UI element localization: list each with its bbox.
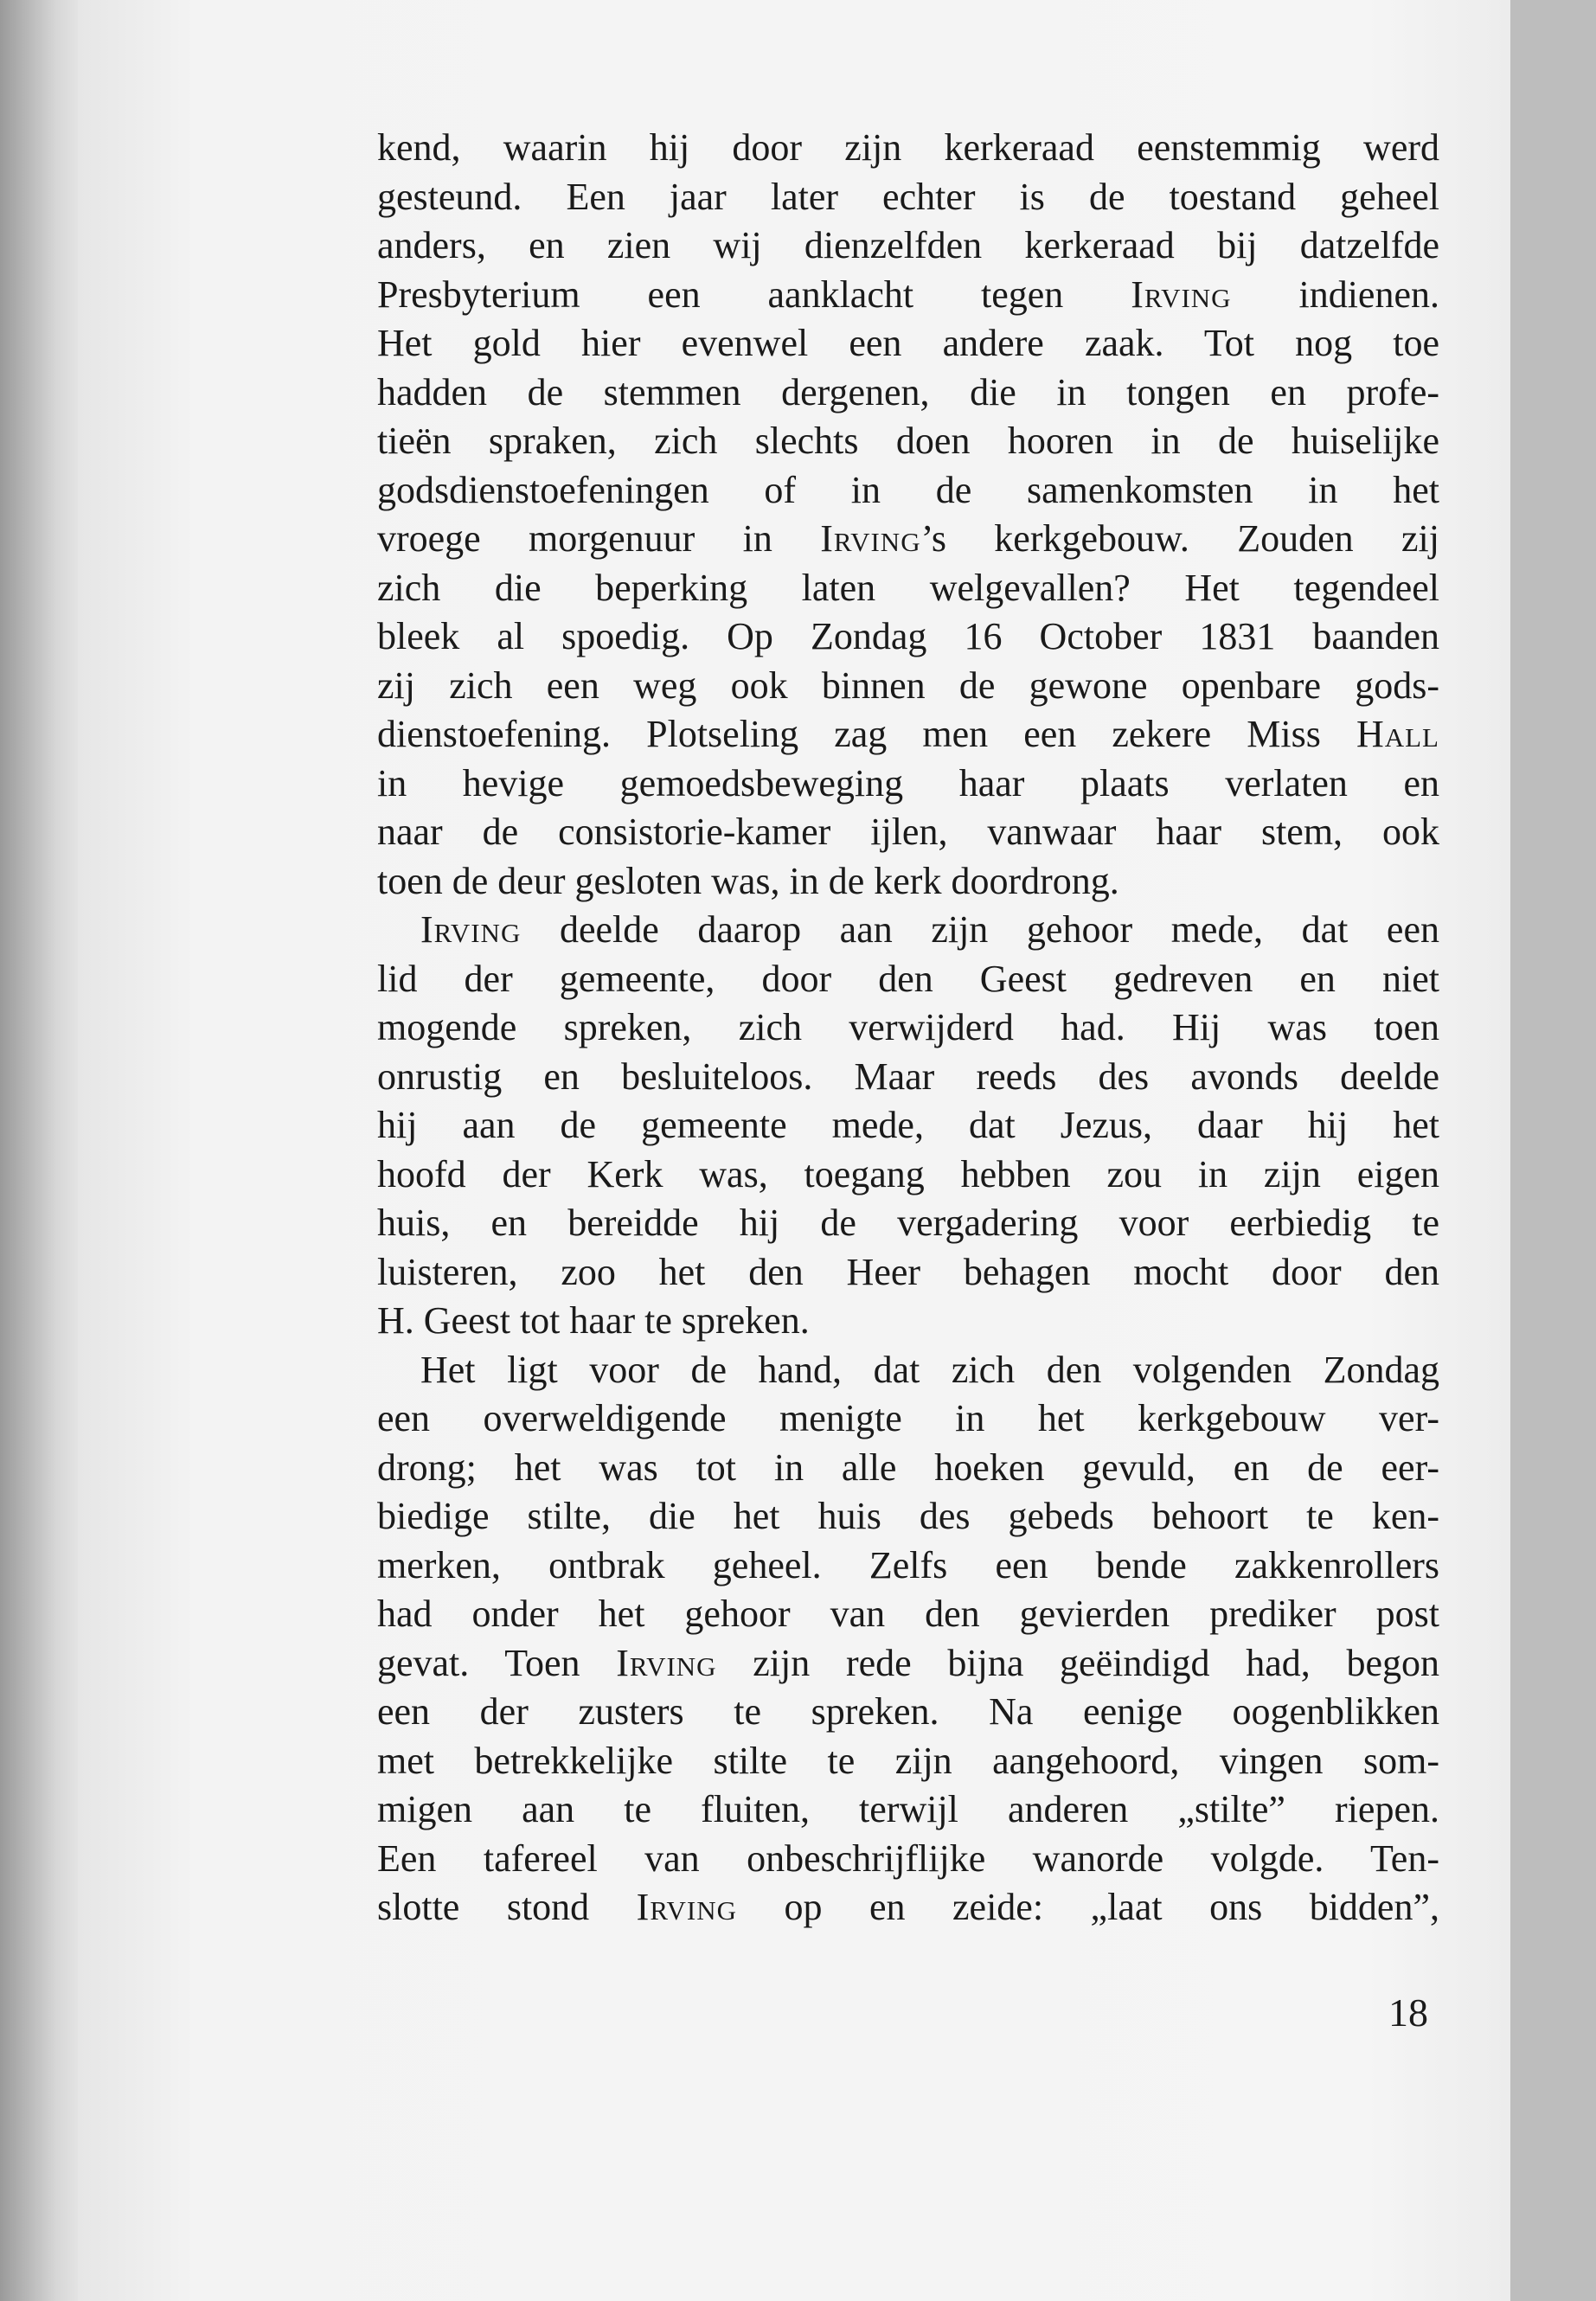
text-line bbox=[377, 1444, 1439, 1493]
text-segment: gevat. Toen bbox=[377, 1641, 617, 1684]
text-line bbox=[377, 857, 1439, 907]
text-segment: in hevige gemoedsbeweging haar plaats verlaten en bbox=[377, 761, 1439, 804]
text-segment: merken, ontbrak geheel. Zelfs een bende zakkenrollers bbox=[377, 1543, 1439, 1586]
text-segment: H. Geest tot haar te spreken. bbox=[377, 1299, 810, 1342]
text-segment: lid der gemeente, door den Geest gedreven en niet bbox=[377, 957, 1439, 1000]
text-segment: Een tafereel van onbeschrijflijke wanorde volgde. Ten- bbox=[377, 1836, 1439, 1880]
small-caps-name: Irving bbox=[616, 1641, 717, 1684]
text-segment: mogende spreken, zich verwijderd had. Hij was toen bbox=[377, 1006, 1439, 1048]
text-line bbox=[377, 221, 1439, 271]
text-line bbox=[377, 1737, 1439, 1786]
text-segment: Presbyterium een aanklacht tegen bbox=[377, 272, 1131, 316]
text-segment: indienen. bbox=[1231, 272, 1439, 316]
text-line bbox=[377, 808, 1439, 857]
text-line bbox=[377, 1492, 1439, 1541]
text-segment: vroege morgenuur in bbox=[377, 517, 821, 560]
text-segment: een overweldigende menigte in het kerkgebouw ver- bbox=[377, 1397, 1439, 1439]
text-segment: ’s kerkgebouw. Zouden zij bbox=[920, 517, 1439, 560]
small-caps-name: Irving bbox=[1131, 272, 1232, 316]
text-line bbox=[377, 1199, 1439, 1248]
text-segment: drong; het was tot in alle hoeken gevuld, en de eer- bbox=[377, 1445, 1439, 1489]
text-line bbox=[377, 417, 1439, 466]
text-line bbox=[377, 1248, 1439, 1298]
text-line bbox=[377, 1053, 1439, 1102]
text-line bbox=[377, 1003, 1439, 1053]
text-segment: met betrekkelijke stilte te zijn aangehoord, vingen som- bbox=[377, 1739, 1439, 1782]
text-segment: anders, en zien wij dienzelfden kerkeraad bij datzelfde bbox=[377, 224, 1439, 266]
page-number: 18 bbox=[1388, 1990, 1428, 2035]
text-segment: huis, en bereidde hij de vergadering voor eerbiedig te bbox=[377, 1202, 1439, 1244]
text-line bbox=[377, 319, 1439, 369]
text-segment: op en zeide: „laat ons bidden”, bbox=[737, 1886, 1439, 1928]
text-line bbox=[377, 466, 1439, 516]
text-line bbox=[377, 955, 1439, 1004]
text-segment: Het ligt voor de hand, dat zich den volgenden Zondag bbox=[420, 1348, 1439, 1391]
text-line bbox=[377, 1346, 1439, 1395]
text-segment: zijn rede bijna geëindigd had, begon bbox=[716, 1641, 1440, 1684]
text-line bbox=[377, 1688, 1439, 1737]
small-caps-name: Irving bbox=[420, 908, 522, 951]
text-line bbox=[377, 1883, 1439, 1932]
text-segment: hoofd der Kerk was, toegang hebben zou in zijn eigen bbox=[377, 1152, 1439, 1195]
text-segment: naar de consistorie-kamer ijlen, vanwaar haar stem, ook bbox=[377, 811, 1439, 853]
text-line bbox=[377, 760, 1439, 809]
text-line bbox=[377, 1590, 1439, 1639]
text-segment: zich die beperking laten welgevallen? Het tegendeel bbox=[377, 566, 1439, 609]
scan-left-edge bbox=[0, 0, 80, 2301]
text-line bbox=[377, 1785, 1439, 1835]
text-line bbox=[377, 1835, 1439, 1884]
text-line bbox=[377, 369, 1439, 418]
text-segment: luisteren, zoo het den Heer behagen mocht door den bbox=[377, 1250, 1439, 1293]
text-line bbox=[377, 1297, 1439, 1346]
text-line bbox=[377, 710, 1439, 760]
text-line bbox=[377, 271, 1439, 320]
text-segment: bleek al spoedig. Op Zondag 16 October 1831 baanden bbox=[377, 615, 1439, 657]
text-line bbox=[377, 1101, 1439, 1150]
text-segment: migen aan te fluiten, terwijl anderen „stilte” riepen. bbox=[377, 1788, 1439, 1830]
text-segment: had onder het gehoor van den gevierden prediker post bbox=[377, 1593, 1439, 1635]
text-segment: onrustig en besluiteloos. Maar reeds des avonds deelde bbox=[377, 1054, 1439, 1098]
body-text bbox=[377, 124, 1439, 1932]
text-segment: godsdienstoefeningen of in de samenkomsten in het bbox=[377, 468, 1439, 511]
text-line bbox=[377, 662, 1439, 711]
text-line bbox=[377, 1541, 1439, 1591]
text-segment: zij zich een weg ook binnen de gewone openbare gods- bbox=[377, 663, 1439, 707]
text-line bbox=[377, 1639, 1439, 1689]
text-line bbox=[377, 173, 1439, 222]
text-line bbox=[377, 124, 1439, 173]
text-line bbox=[377, 564, 1439, 613]
text-line bbox=[377, 612, 1439, 662]
text-segment: biedige stilte, die het huis des gebeds behoort te ken- bbox=[377, 1495, 1439, 1537]
text-segment: deelde daarop aan zijn gehoor mede, dat een bbox=[521, 908, 1439, 951]
text-line bbox=[377, 906, 1439, 955]
text-segment: hij aan de gemeente mede, dat Jezus, daar hij het bbox=[377, 1104, 1439, 1146]
text-segment: toen de deur gesloten was, in de kerk doordrong. bbox=[377, 859, 1119, 902]
text-segment: Het gold hier evenwel een andere zaak. Tot nog toe bbox=[377, 322, 1439, 364]
small-caps-name: Irving bbox=[820, 517, 921, 560]
small-caps-name: Hall bbox=[1356, 713, 1439, 755]
text-segment: dienstoefening. Plotseling zag men een zekere Miss bbox=[377, 713, 1356, 755]
text-segment: slotte stond bbox=[377, 1886, 637, 1928]
small-caps-name: Irving bbox=[636, 1886, 738, 1928]
text-segment: gesteund. Een jaar later echter is de toestand geheel bbox=[377, 175, 1439, 218]
text-segment: een der zusters te spreken. Na eenige oogenblikken bbox=[377, 1690, 1439, 1733]
text-segment: kend, waarin hij door zijn kerkeraad eenstemmig werd bbox=[377, 126, 1439, 169]
text-line bbox=[377, 515, 1439, 564]
text-segment: hadden de stemmen dergenen, die in tongen en profe- bbox=[377, 370, 1439, 413]
text-line bbox=[377, 1150, 1439, 1200]
text-segment: tieën spraken, zich slechts doen hooren in de huiselijke bbox=[377, 420, 1439, 462]
text-line bbox=[377, 1394, 1439, 1444]
